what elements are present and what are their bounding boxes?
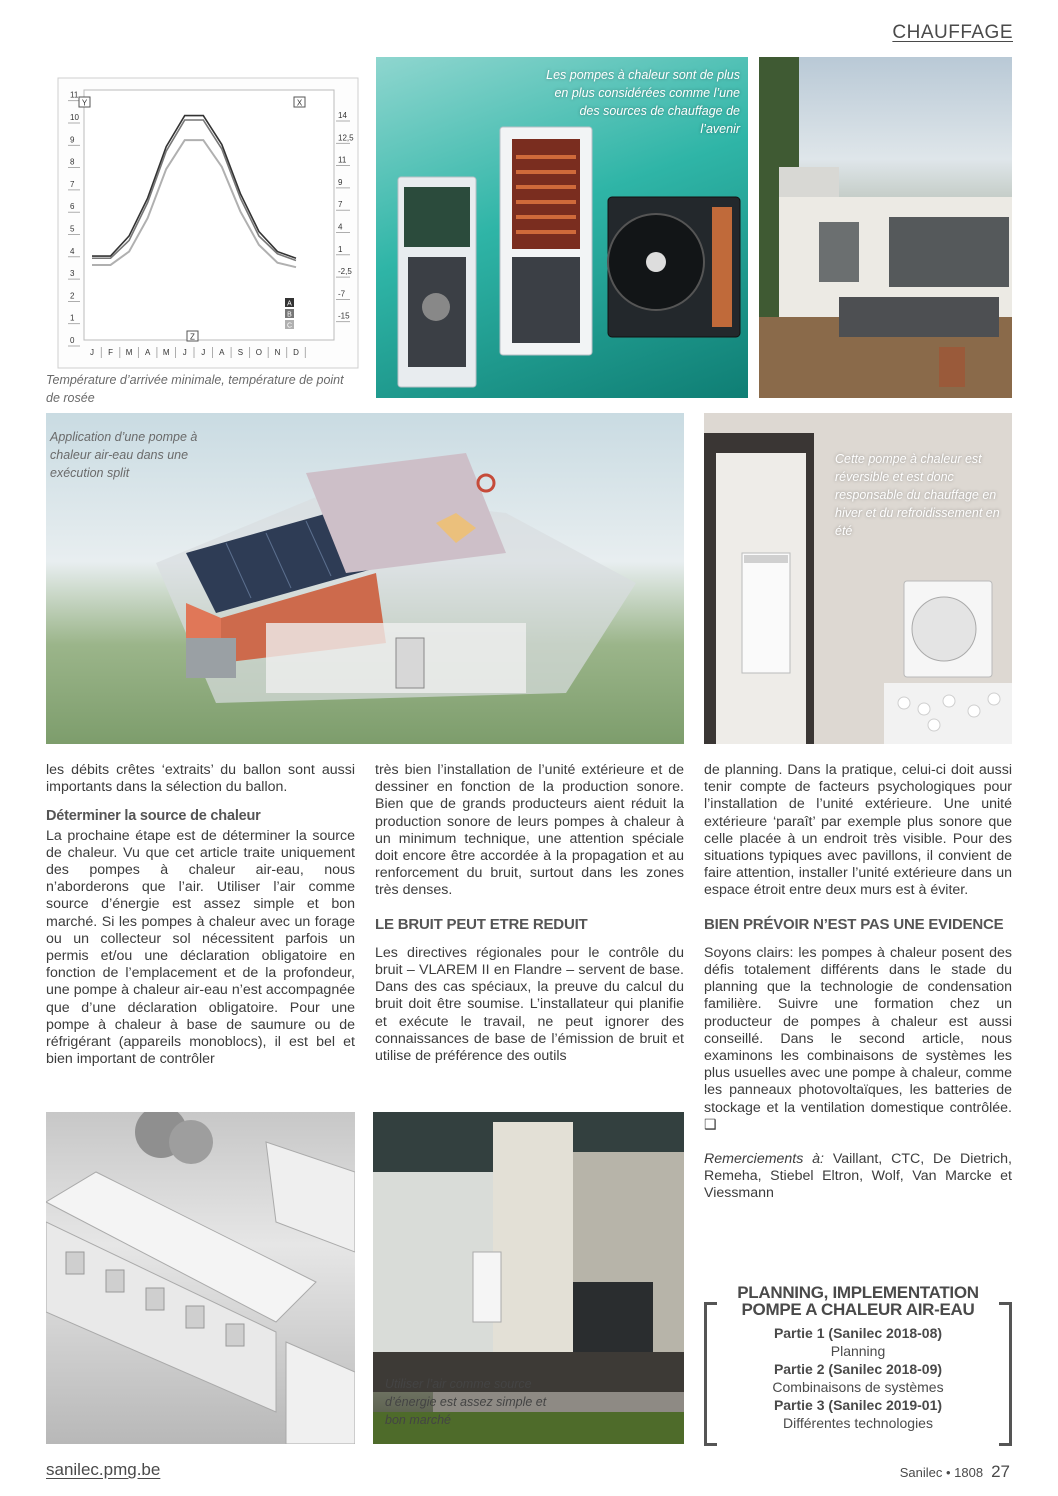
- y-left-tick-label: 3: [70, 269, 75, 279]
- terrace-photo: [759, 57, 1012, 398]
- y-left-tick-label: 8: [70, 157, 75, 167]
- y-left-tick-label: 11: [70, 90, 79, 100]
- series-part-3-desc: Différentes technologies: [783, 1415, 933, 1431]
- col3-paragraph-2: [704, 945, 1012, 1134]
- thanks-text: Vaillant, CTC, De Dietrich, Remeha, Stiebel Eltron, Wolf, Van Marcke et Viessmann: [704, 1151, 1012, 1202]
- x-tick-label: A: [144, 348, 151, 357]
- article-column-3: [704, 762, 1012, 1203]
- y-left-tick-label: 4: [70, 246, 75, 256]
- row-houses-photo: [46, 1112, 355, 1444]
- y-left-tick-label: 0: [70, 336, 75, 345]
- chart-legend: [285, 298, 294, 330]
- article-column-1: [46, 762, 355, 1068]
- col3-paragraph-1: de planning. Dans la pratique, celui-ci doit aussi tenir compte de facteurs psychologiques pour l’installation de l’unité extérieure. Une unité extérieure ‘paraît’ par exemple plus sonore que celle placée à un endroit très visible. Pour des situations typiques avec pavillons, il convient de faire attention, installer l’unité extérieure dans un espace étroit entre deux murs est à éviter.: [704, 762, 1012, 899]
- x-tick-label: N: [274, 348, 281, 357]
- series-part-3-label: Partie 3 (Sanilec 2019-01): [773, 1397, 943, 1413]
- x-axis-label: X: [296, 98, 303, 108]
- temperature-chart: [46, 56, 370, 372]
- x-tick-label: J: [201, 348, 206, 357]
- y-right-tick-label: 1: [338, 244, 343, 254]
- col2-paragraph-1: très bien l’installation de l’unité extérieure et de dessiner en fonction de la production sonore. Bien que de grands producteurs aient réduit la production sonore de leurs pompes à chaleur à un minimum technique, une attention spéciale doit encore être accordée à la propagation et au renforcement du bruit, surtout dans les zones très denses.: [375, 762, 684, 899]
- footer-website-link[interactable]: sanilec.pmg.be: [46, 1460, 161, 1479]
- y-right-tick-label: 9: [338, 177, 343, 187]
- page-number: 27: [991, 1462, 1010, 1481]
- section-tag: CHAUFFAGE: [892, 22, 1013, 43]
- series-part-1-label: Partie 1 (Sanilec 2018-08): [773, 1325, 943, 1341]
- legend-label-a: A: [287, 300, 292, 308]
- col2-paragraph-2: Les directives régionales pour le contrôle du bruit – VLAREM II en Flandre – servent de base. Dans des cas spéciaux, la preuve du calcul du bruit doit être soumise. L’installateur qui planifie et exécute le travail, ne peut ignorer des connaissances de base de l’émission de bruit et utilise de préférence des outils: [375, 944, 684, 1065]
- y-axis-label: Y: [81, 98, 88, 108]
- y-left-tick-label: 10: [70, 113, 79, 122]
- y-right-tick-label: -2,5: [338, 267, 352, 277]
- col1-paragraph-1: les débits crêtes ‘extraits’ du ballon sont aussi importants dans la sélection du ballon.: [46, 762, 355, 796]
- y-right-tick-label: 7: [338, 200, 343, 210]
- series-title-line-2: POMPE A CHALEUR AIR-EAU: [741, 1300, 975, 1319]
- thanks-label: Remerciements à:: [704, 1151, 824, 1168]
- y-right-tick-label: -15: [338, 311, 350, 321]
- heatpump-units-caption: Les pompes à chaleur sont de plus en plus considérées comme l’une des sources de chauffage de l’avenir: [546, 68, 740, 136]
- x-tick-label: F: [108, 348, 113, 357]
- y-right-tick-label: 11: [338, 155, 347, 165]
- y-left-tick-label: 5: [70, 224, 75, 234]
- series-box-bracket-right: [999, 1302, 1012, 1446]
- y-left-tick-label: 9: [70, 135, 75, 145]
- y-right-tick-label: 12,5: [338, 133, 354, 143]
- footer-issue: [900, 1462, 1010, 1482]
- split-house-caption: Application d’une pompe à chaleur air-eau dans une exécution split: [50, 430, 198, 480]
- legend-label-b: B: [287, 311, 292, 319]
- x-tick-label: A: [219, 348, 225, 357]
- terrace-illustration: [759, 57, 1012, 398]
- col3-heading: BIEN PRÉVOIR N’EST PAS UNE EVIDENCE: [704, 915, 1004, 933]
- y-left-tick-label: 2: [70, 291, 75, 301]
- x-tick-label: J: [90, 348, 94, 357]
- x-tick-label: S: [237, 348, 244, 357]
- x-tick-label: M: [162, 348, 170, 357]
- series-part-2-label: Partie 2 (Sanilec 2018-09): [773, 1361, 943, 1377]
- article-column-2: [375, 762, 684, 1065]
- z-axis-label: Z: [190, 332, 195, 342]
- y-right-tick-label: 4: [338, 222, 343, 232]
- series-box-bracket-left: [704, 1302, 717, 1446]
- x-tick-label: J: [182, 348, 187, 357]
- row-houses-illustration: [46, 1112, 355, 1444]
- col1-paragraph-2: La prochaine étape est de déterminer la source de chaleur. Vu que cet article traite uniquement des pompes à chaleur air-eau, nous n’aborderons que l’air. Utiliser l’air comme source d’énergie est assez simple et bon marché. Si les pompes à chaleur avec un forage ou un collecteur sol nécessitent parfois un permis et/ou une déclaration obligatoire en fonction de l’emplacement et de la profondeur, une pompe à chaleur air-eau n’est accompagnée que d’une déclaration obligatoire. Pour une pompe à chaleur à base de saumure ou de réfrigérant (appareils monoblocs), il est bel et bien important de contrôler: [46, 827, 355, 1068]
- col3-paragraph-2-text: Soyons clairs: les pompes à chaleur posent des défis totalement différents dans le stade du planning que la technologie de condensation familière. Suivre une formation chez un producteur de pompes à chaleur est aussi conseillé. Dans le second article, nous examinons les combinaisons de systèmes les plus usuelles avec une pompe à chaleur, comme les panneaux photovoltaïques, les batteries de stockage et la ventilation domestique contrôlée.: [704, 944, 1012, 1116]
- series-part-2-desc: Combinaisons de systèmes: [772, 1379, 944, 1395]
- col1-heading: Déterminer la source de chaleur: [46, 808, 261, 825]
- col2-heading: LE BRUIT PEUT ETRE REDUIT: [375, 915, 588, 933]
- x-tick-label: M: [125, 348, 133, 357]
- chart-caption: Température d’arrivée minimale, température de point de rosée: [46, 373, 344, 405]
- y-left-tick-label: 6: [70, 202, 75, 212]
- y-right-tick-label: -7: [338, 289, 346, 299]
- footer-issue-text: Sanilec • 1808: [899, 1465, 984, 1480]
- modern-house-caption: Utiliser l’air comme source d’énergie est assez simple et bon marché: [385, 1377, 547, 1427]
- x-tick-label: D: [293, 348, 299, 357]
- y-left-tick-label: 7: [70, 179, 75, 189]
- y-right-tick-label: 14: [338, 111, 347, 120]
- series-box: [704, 1284, 1012, 1444]
- reversible-caption: Cette pompe à chaleur est réversible et est donc responsable du chauffage en hiver et du refroidissement en été: [835, 452, 1000, 538]
- thanks-paragraph: [704, 1151, 1012, 1203]
- legend-label-c: C: [286, 322, 293, 330]
- series-part-1-desc: Planning: [830, 1343, 886, 1359]
- end-mark: ❑: [704, 1116, 717, 1133]
- y-left-tick-label: 1: [70, 313, 75, 323]
- x-tick-label: O: [255, 348, 263, 357]
- series-title-line-1: PLANNING, IMPLEMENTATION: [737, 1283, 979, 1302]
